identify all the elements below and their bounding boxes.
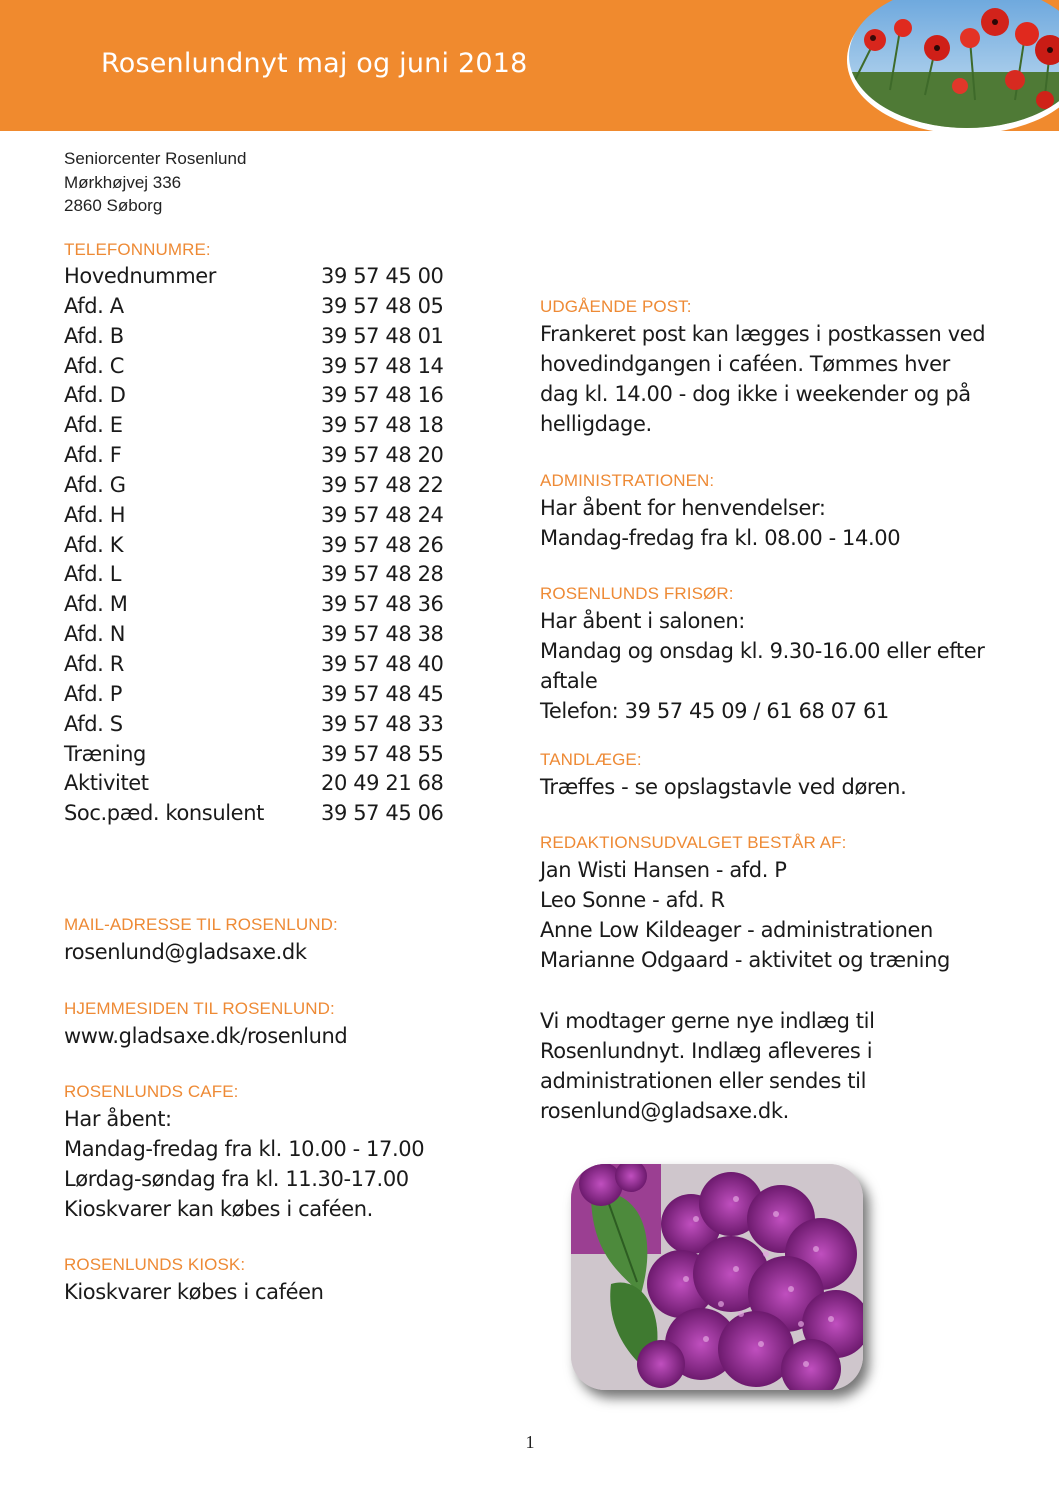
redaktion-member: Anne Low Kildeager - administrationen xyxy=(540,918,933,942)
post-heading: UDGÅENDE POST: xyxy=(540,297,692,316)
admin-text xyxy=(540,493,900,553)
phone-number: 39 57 48 38 xyxy=(321,622,444,647)
phone-label: Afd. S xyxy=(64,711,123,736)
tandlaege-line: Træffes - se opslagstavle ved døren. xyxy=(540,775,907,799)
cafe-line: Mandag-fredag fra kl. 10.00 - 17.00 xyxy=(64,1137,425,1161)
phone-number: 20 49 21 68 xyxy=(321,771,444,796)
phone-label: Afd. E xyxy=(64,413,123,438)
frisor-line: aftale xyxy=(540,669,598,693)
phone-number: 39 57 48 16 xyxy=(321,383,444,408)
kiosk-line: Kioskvarer købes i caféen xyxy=(64,1280,324,1304)
phone-label: Afd. M xyxy=(64,592,128,617)
phones-heading: TELEFONNUMRE: xyxy=(64,240,211,259)
phone-label: Afd. B xyxy=(64,323,124,348)
phone-label: Afd. H xyxy=(64,502,126,527)
post-line: Frankeret post kan lægges i postkassen ved xyxy=(540,322,986,346)
redaktion-member: Leo Sonne - afd. R xyxy=(540,888,725,912)
phone-label: Afd. K xyxy=(64,532,124,557)
lilac-photo xyxy=(571,1164,863,1390)
phone-label: Afd. N xyxy=(64,622,125,647)
submissions-line: Rosenlundnyt. Indlæg afleveres i xyxy=(540,1039,873,1063)
page-title: Rosenlundnyt maj og juni 2018 xyxy=(101,48,528,79)
redaktion-text xyxy=(540,855,950,975)
frisor-line: Mandag og onsdag kl. 9.30-16.00 eller efter xyxy=(540,639,985,663)
phone-number: 39 57 48 33 xyxy=(321,711,444,736)
redaktion-member: Marianne Odgaard - aktivitet og træning xyxy=(540,948,950,972)
tandlaege-text xyxy=(540,772,906,802)
cafe-heading: ROSENLUNDS CAFE: xyxy=(64,1082,239,1101)
redaktion-heading: REDAKTIONSUDVALGET BESTÅR AF: xyxy=(540,833,847,852)
phone-number: 39 57 45 00 xyxy=(321,264,444,288)
frisor-text xyxy=(540,606,984,726)
phone-label: Afd. F xyxy=(64,443,122,468)
phone-number: 39 57 48 55 xyxy=(321,741,444,766)
cafe-line: Har åbent: xyxy=(64,1107,172,1131)
cafe-text xyxy=(64,1104,424,1224)
phone-number: 39 57 48 36 xyxy=(321,592,444,617)
phone-label: Aktivitet xyxy=(64,771,149,796)
submissions-line: administrationen eller sendes til xyxy=(540,1069,866,1093)
phone-label: Afd. P xyxy=(64,681,122,706)
page-header xyxy=(0,0,1059,131)
phone-label: Afd. A xyxy=(64,293,124,318)
phone-label: Hovednummer xyxy=(64,264,217,288)
tandlaege-heading: TANDLÆGE: xyxy=(540,750,642,769)
phone-number: 39 57 48 18 xyxy=(321,413,444,438)
poppy-field-image xyxy=(845,0,1059,131)
phone-label: Soc.pæd. konsulent xyxy=(64,801,264,826)
phone-number: 39 57 48 01 xyxy=(321,323,444,348)
phone-label: Afd. D xyxy=(64,383,126,408)
kiosk-heading: ROSENLUNDS KIOSK: xyxy=(64,1255,246,1274)
homepage-url: www.gladsaxe.dk/rosenlund xyxy=(64,1024,348,1048)
address-street: Mørkhøjvej 336 xyxy=(64,172,182,192)
address-block xyxy=(64,147,246,218)
admin-heading: ADMINISTRATIONEN: xyxy=(540,471,715,490)
phone-number: 39 57 48 20 xyxy=(321,443,444,468)
submissions-text xyxy=(540,1006,875,1126)
kiosk-text xyxy=(64,1277,324,1307)
admin-line: Mandag-fredag fra kl. 08.00 - 14.00 xyxy=(540,526,901,550)
phone-number: 39 57 48 40 xyxy=(321,651,444,676)
address-city: 2860 Søborg xyxy=(64,196,163,215)
frisor-heading: ROSENLUNDS FRISØR: xyxy=(540,584,734,603)
phone-label: Træning xyxy=(64,741,146,766)
homepage-heading: HJEMMESIDEN TIL ROSENLUND: xyxy=(64,999,335,1018)
phone-number: 39 57 48 14 xyxy=(321,353,444,378)
page-number: 1 xyxy=(525,1432,535,1452)
phone-number: 39 57 48 45 xyxy=(321,681,444,706)
phone-number: 39 57 48 22 xyxy=(321,472,444,497)
phone-number: 39 57 48 28 xyxy=(321,562,444,587)
phone-label: Afd. G xyxy=(64,472,126,497)
redaktion-member: Jan Wisti Hansen - afd. P xyxy=(540,858,787,882)
frisor-line: Telefon: 39 57 45 09 / 61 68 07 61 xyxy=(540,699,889,723)
post-line: hovedindgangen i caféen. Tømmes hver xyxy=(540,352,950,376)
phone-number: 39 57 48 05 xyxy=(321,293,444,318)
phone-number: 39 57 48 24 xyxy=(321,502,444,527)
submissions-line: Vi modtager gerne nye indlæg til xyxy=(540,1009,875,1033)
post-text xyxy=(540,319,985,439)
phone-label: Afd. L xyxy=(64,562,121,587)
lilac-illustration xyxy=(571,1164,863,1390)
cafe-line: Lørdag-søndag fra kl. 11.30-17.00 xyxy=(64,1167,409,1191)
phone-label: Afd. C xyxy=(64,353,124,378)
cafe-line: Kioskvarer kan købes i caféen. xyxy=(64,1197,373,1221)
admin-line: Har åbent for henvendelser: xyxy=(540,496,826,520)
mail-heading: MAIL-ADRESSE TIL ROSENLUND: xyxy=(64,915,338,934)
post-line: dag kl. 14.00 - dog ikke i weekender og på xyxy=(540,382,971,406)
post-line: helligdage. xyxy=(540,412,652,436)
phone-label: Afd. R xyxy=(64,651,124,676)
phone-number: 39 57 48 26 xyxy=(321,532,444,557)
frisor-line: Har åbent i salonen: xyxy=(540,609,745,633)
address-name: Seniorcenter Rosenlund xyxy=(64,149,247,168)
submissions-line: rosenlund@gladsaxe.dk. xyxy=(540,1099,789,1123)
mail-address: rosenlund@gladsaxe.dk xyxy=(64,940,307,964)
phone-number: 39 57 45 06 xyxy=(321,801,444,826)
